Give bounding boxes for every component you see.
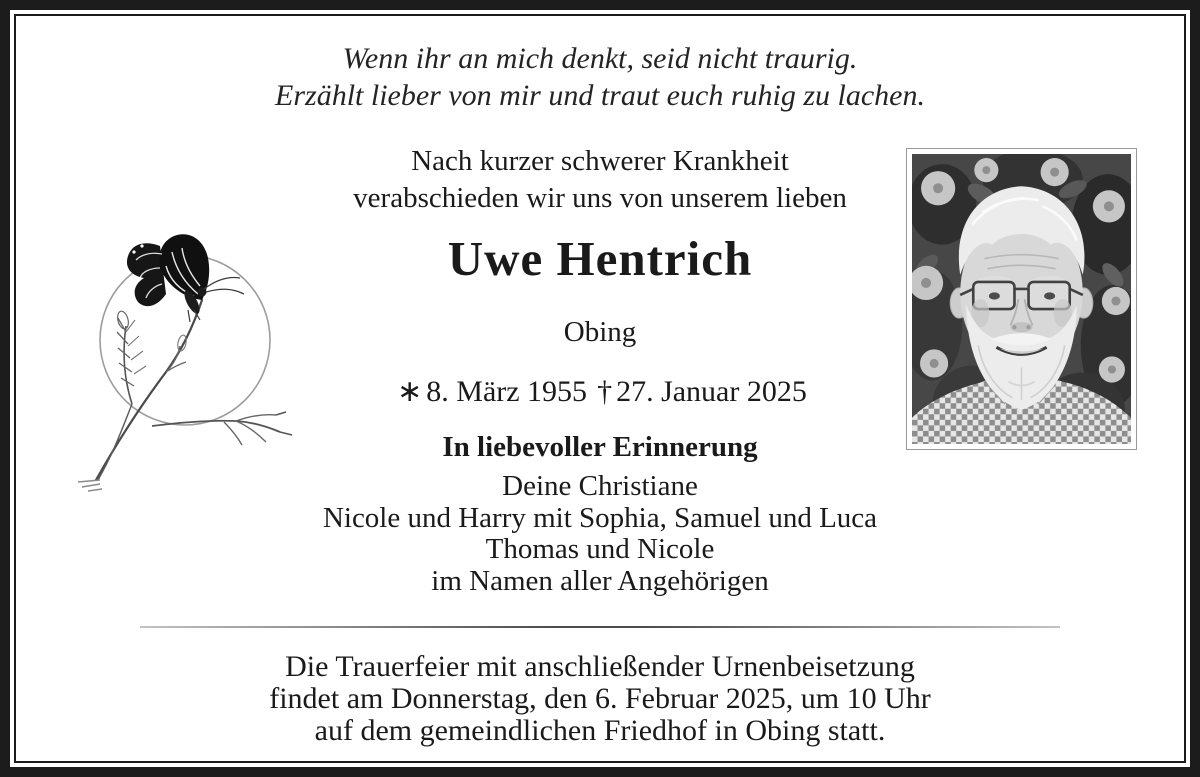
section-divider [140,626,1060,628]
mourner-line: im Namen aller Angehörigen [431,564,769,597]
quote-line-2: Erzählt lieber von mir und traut euch ruhig zu lachen. [275,79,925,112]
service-line-3: auf dem gemeindlichen Friedhof in Obing statt. [314,714,886,747]
portrait-photo [906,148,1137,450]
service-line-1: Die Trauerfeier mit anschließender Urnenbeisetzung [285,650,915,683]
intro-line-2: verabschieden wir uns von unserem lieben [353,182,847,214]
butterfly-icon [74,214,320,496]
death-date: 27. Januar 2025 [616,375,807,408]
memorial-heading: In liebevoller Erinnerung [442,431,758,463]
opening-quote [0,40,1200,114]
death-cross-symbol: † [597,375,613,408]
quote-line-1: Wenn ihr an mich denkt, seid nicht traurig. [342,42,858,75]
deceased-place: Obing [563,316,637,348]
mourner-line: Nicole und Harry mit Sophia, Samuel und Luca [322,501,878,534]
mourner-line: Deine Christiane [502,470,698,502]
birth-star-symbol: ∗ [397,375,423,408]
intro-line-1: Nach kurzer schwerer Krankheit [411,145,789,177]
deceased-name: Uwe Hentrich [447,231,753,286]
mourner-line: Thomas und Nicole [485,533,715,565]
service-info [0,651,1200,747]
birth-date: 8. März 1955 [426,375,588,408]
service-line-2: findet am Donnerstag, den 6. Februar 2025, um 10 Uhr [269,682,931,715]
